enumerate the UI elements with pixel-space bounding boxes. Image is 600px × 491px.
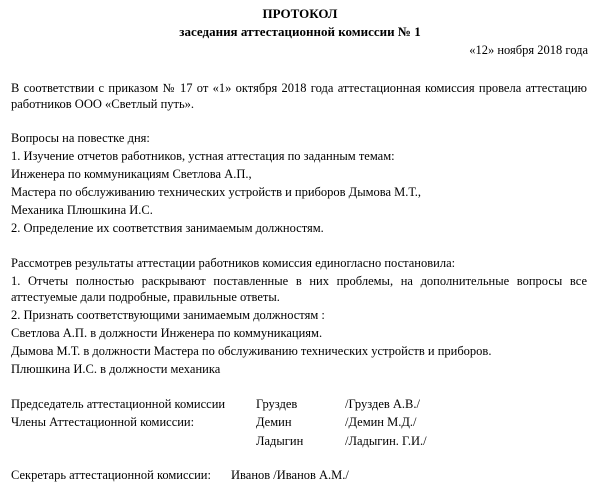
document-title: ПРОТОКОЛ xyxy=(262,6,338,21)
result-line: Плюшкина И.С. в должности механика xyxy=(11,362,221,376)
member-signature: /Ладыгин. Г.И./ xyxy=(345,434,427,448)
decision-point-1-line-1: 1. Отчеты полностью раскрывают поставленные в них проблемы, на дополнительные вопросы все xyxy=(11,274,587,288)
document-date: «12» ноября 2018 года xyxy=(469,43,588,57)
member-name: Ладыгин xyxy=(256,434,304,448)
agenda-item-2: 2. Определение их соответствия занимаемым должностям. xyxy=(11,221,324,235)
decision-point-2: 2. Признать соответствующими занимаемым должностям : xyxy=(11,308,325,322)
result-line: Дымова М.Т. в должности Мастера по обслуживанию технических устройств и приборов. xyxy=(11,344,492,358)
member-name: Демин xyxy=(256,415,292,429)
document-subtitle: заседания аттестационной комиссии № 1 xyxy=(179,24,421,39)
chair-name: Груздев xyxy=(256,397,298,411)
secretary-signature: Иванов /Иванов А.М./ xyxy=(231,468,349,482)
agenda-item-1: 1. Изучение отчетов работников, устная аттестация по заданным темам: xyxy=(11,149,395,163)
decision-point-1-line-2: аттестуемые дали подробные, правильные ответы. xyxy=(11,290,280,304)
member-signature: /Демин М.Д./ xyxy=(345,415,417,429)
chair-signature: /Груздев А.В./ xyxy=(345,397,420,411)
agenda-person: Инженера по коммуникациям Светлова А.П., xyxy=(11,167,252,181)
result-line: Светлова А.П. в должности Инженера по коммуникациям. xyxy=(11,326,323,340)
agenda-person: Механика Плюшкина И.С. xyxy=(11,203,153,217)
decision-heading: Рассмотрев результаты аттестации работников комиссия единогласно постановила: xyxy=(11,256,456,270)
agenda-heading: Вопросы на повестке дня: xyxy=(11,131,150,145)
secretary-label: Секретарь аттестационной комиссии: xyxy=(11,468,211,482)
intro-line-2: работников ООО «Светлый путь». xyxy=(11,97,195,111)
chair-label: Председатель аттестационной комиссии xyxy=(11,397,226,411)
agenda-person: Мастера по обслуживанию технических устройств и приборов Дымова М.Т., xyxy=(11,185,422,199)
intro-line-1: В соответствии с приказом № 17 от «1» октября 2018 года аттестационная комиссия провела аттестацию xyxy=(11,81,587,95)
members-label: Члены Аттестационной комиссии: xyxy=(11,415,195,429)
